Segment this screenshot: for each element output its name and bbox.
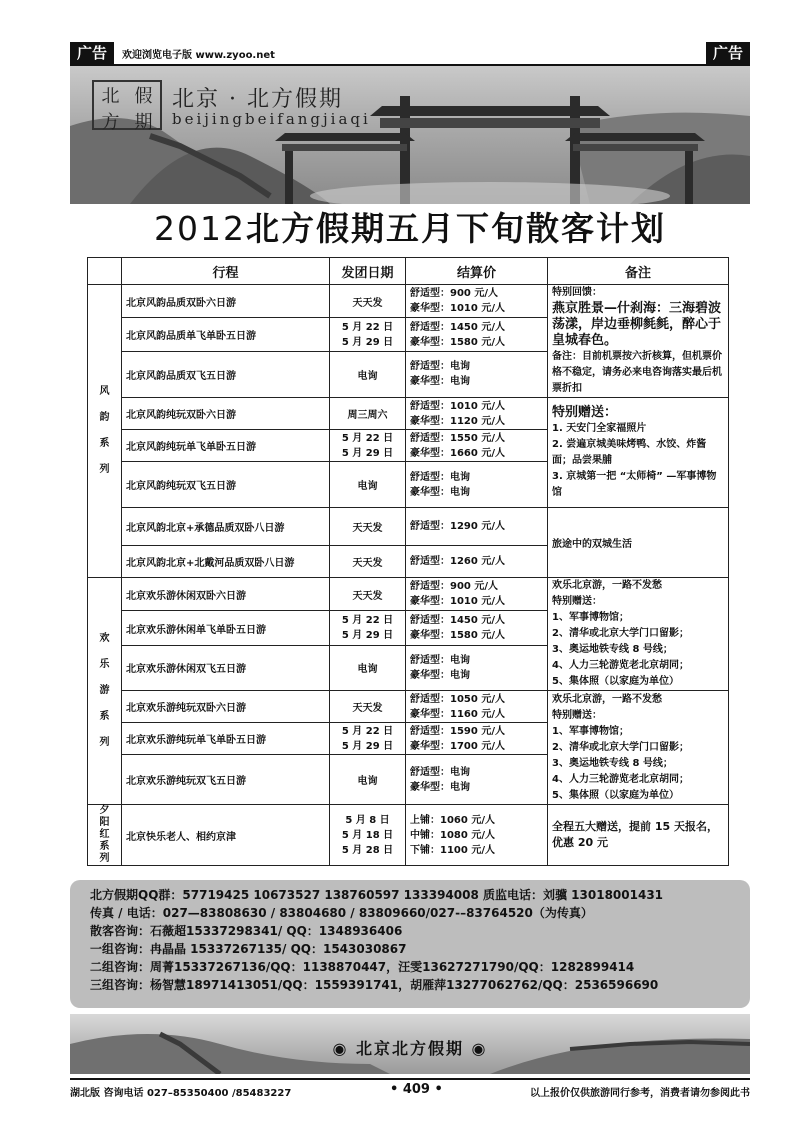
price-line: 舒适型：电询 [410,471,470,483]
contact-line: 一组咨询：冉晶晶 15337267135/ QQ：1543030867 [90,942,407,956]
notes-cell [548,691,729,805]
price-cell [406,351,548,397]
date-line: 5 月 22 日 [341,725,394,737]
note-line: 3、奥运地铁专线 8 号线； [552,644,673,655]
series-name: 夕阳红系列 [99,805,110,864]
table-header: 行程 [122,258,330,285]
price-cell [406,611,548,645]
table-header: 备注 [548,258,729,285]
note-line: 特别赠送： [552,596,602,607]
depart-date: 天天发 [330,578,406,611]
price-line: 豪华型：电询 [410,376,470,388]
note-line: 1、军事博物馆； [552,725,629,737]
table-row [88,398,729,430]
contact-line: 北方假期QQ群：57719425 10673527 138760597 133394008 质监电话：刘骥 13018001431 [90,888,664,902]
route-name: 北京欢乐游纯玩双卧六日游 [122,691,330,723]
table-header-series [88,258,122,285]
note-line: 4、人力三轮游览老北京胡同； [552,773,689,785]
price-line: 舒适型：电询 [410,654,470,666]
top-bar [70,42,750,64]
note-line: 5、集体照（以家庭为单位） [552,676,679,687]
logo-char: 假 [134,86,153,107]
gift-item: 1. 天安门全家福照片 [552,422,647,434]
table-row [88,285,729,318]
page-title [70,206,750,252]
route-name: 北京快乐老人、相约京津 [122,805,330,866]
logo-char: 北 [101,86,120,107]
logo-char: 方 [101,112,120,133]
notes-cell: 旅途中的双城生活 [548,508,729,578]
depart-date [330,805,406,866]
price-cell [406,430,548,462]
gift-title: 特别赠送： [552,404,618,420]
contact-line: 三组咨询：杨智慧18971413051/QQ：1559391741，胡雁萍13277062762/QQ：2536596690 [90,978,659,992]
price-line: 豪华型：1010 元/人 [410,596,505,608]
title-year: 2012 [154,209,246,248]
price-cell [406,645,548,690]
note-line: 欢乐北京游，一路不发愁 [552,693,662,705]
table-row [88,578,729,611]
date-line: 5 月 28 日 [341,844,394,856]
price-cell [406,578,548,611]
depart-date: 天天发 [330,691,406,723]
series-name: 欢乐游系列 [99,633,110,748]
series-label [88,578,122,805]
date-line: 5 月 22 日 [341,615,394,627]
notes-cell: 全程五大赠送，提前 15 天报名，优惠 20 元 [548,805,729,866]
price-cell: 舒适型：1290 元/人 [406,508,548,546]
footer-banner [70,1014,750,1074]
contact-box [70,880,750,1008]
price-line: 豪华型：电询 [410,669,470,681]
table-header: 发团日期 [330,258,406,285]
note-line: 3、奥运地铁专线 8 号线； [552,757,673,769]
depart-date: 天天发 [330,546,406,578]
brand-logo [92,80,162,133]
bottom-divider [70,1078,750,1080]
depart-date: 电询 [330,645,406,690]
note-line: 燕京胜景—什刹海：三海碧波荡漾，岸边垂柳毵毵，醉心于皇城春色。 [552,301,722,348]
route-name: 北京风韵品质单飞单卧五日游 [122,318,330,351]
notes-cell [548,398,729,508]
date-line: 5 月 18 日 [341,829,394,841]
notes-cell [548,285,729,398]
series-label [88,285,122,578]
depart-date: 电询 [330,462,406,508]
route-name: 北京欢乐游纯玩双飞五日游 [122,755,330,805]
depart-date [330,430,406,462]
table-header-row [88,258,729,285]
date-line: 5 月 29 日 [341,630,394,642]
route-name: 北京欢乐游休闲双卧六日游 [122,578,330,611]
note-line: 5、集体照（以家庭为单位） [552,789,679,801]
route-name: 北京欢乐游纯玩单飞单卧五日游 [122,723,330,755]
price-line: 舒适型：900 元/人 [410,581,499,593]
price-line: 豪华型：1700 元/人 [410,740,505,752]
tour-table [87,257,729,866]
contact-line: 二组咨询：周菁15337267136/QQ：1138870447，汪雯13627271790/QQ：1282899414 [90,960,635,974]
price-line: 豪华型：电询 [410,486,470,498]
route-name: 北京风韵纯玩单飞单卧五日游 [122,430,330,462]
price-line: 豪华型：1160 元/人 [410,708,505,720]
table-header: 结算价 [406,258,548,285]
price-line: 舒适型：电询 [410,766,470,778]
price-line: 舒适型：1450 元/人 [410,321,505,333]
depart-date: 周三周六 [330,398,406,430]
price-line: 豪华型：1120 元/人 [410,415,505,427]
price-cell: 舒适型：1260 元/人 [406,546,548,578]
price-line: 舒适型：1050 元/人 [410,693,505,705]
contact-line: 传真 / 电话：027—83808630 / 83804680 / 83809660/027-–83764520（为传真） [90,906,593,920]
depart-date: 天天发 [330,285,406,318]
gift-item: 2. 尝遍京城美味烤鸭、水饺、炸酱面；品尝果脯 [552,438,707,466]
route-name: 北京风韵北京+北戴河品质双卧八日游 [122,546,330,578]
route-name: 北京风韵纯玩双卧六日游 [122,398,330,430]
price-line: 豪华型：1660 元/人 [410,447,505,459]
date-line: 5 月 29 日 [341,447,394,459]
route-name: 北京欢乐游休闲双飞五日游 [122,645,330,690]
price-line: 舒适型：1550 元/人 [410,432,505,444]
price-cell [406,691,548,723]
price-line: 中铺：1080 元/人 [410,829,495,841]
title-text: 北方假期五月下旬散客计划 [245,209,666,248]
ad-tag-right: 广告 [706,42,750,64]
date-line: 5 月 29 日 [341,740,394,752]
price-line: 舒适型：1450 元/人 [410,615,505,627]
price-line: 上铺：1060 元/人 [410,814,495,826]
table-row [88,805,729,866]
route-name: 北京风韵品质双飞五日游 [122,351,330,397]
ad-tag-left: 广告 [70,42,114,64]
date-line: 5 月 22 日 [341,321,394,333]
note-line: 1、军事博物馆； [552,612,629,623]
price-cell [406,755,548,805]
note-line: 欢乐北京游，一路不发愁 [552,580,662,591]
date-line: 5 月 29 日 [341,336,394,348]
series-name: 风韵系列 [99,386,110,475]
price-cell [406,318,548,351]
contact-line: 散客咨询：石薇超15337298341/ QQ：1348936406 [90,924,403,938]
disclaimer: 以上报价仅供旅游同行参考，消费者请勿参阅此书 [530,1088,750,1099]
route-name: 北京风韵纯玩双飞五日游 [122,462,330,508]
price-line: 下铺：1100 元/人 [410,844,495,856]
header-banner [70,66,750,204]
route-name: 北京风韵品质双卧六日游 [122,285,330,318]
note-line: 4、人力三轮游览老北京胡同； [552,660,689,671]
logo-char: 期 [134,112,153,133]
depart-date [330,723,406,755]
note-line: 2、清华或北京大学门口留影； [552,741,689,753]
note-line: 特别赠送： [552,709,602,721]
table-row [88,508,729,546]
edition-info: 湖北版 咨询电话 027–85350400 /85483227 [70,1088,292,1099]
price-cell [406,462,548,508]
route-name: 北京风韵北京+承德品质双卧八日游 [122,508,330,546]
depart-date: 天天发 [330,508,406,546]
series-label [88,805,122,866]
price-cell [406,398,548,430]
depart-date: 电询 [330,351,406,397]
table-row [88,691,729,723]
price-line: 舒适型：900 元/人 [410,288,499,300]
note-line: 备注：目前机票按六折核算，但机票价格不稳定，请务必来电咨询落实最后机票折扣 [552,351,722,394]
price-line: 舒适型：1590 元/人 [410,725,505,737]
gift-item: 3. 京城第一把 “太师椅” —军事博物馆 [552,470,717,498]
price-cell [406,285,548,318]
page-number: • 409 • [390,1082,443,1097]
route-name: 北京欢乐游休闲单飞单卧五日游 [122,611,330,645]
price-cell [406,723,548,755]
price-line: 豪华型：1580 元/人 [410,630,505,642]
price-line: 舒适型：1010 元/人 [410,400,505,412]
price-line: 豪华型：电询 [410,781,470,793]
notes-cell [548,578,729,691]
welcome-text: 欢迎浏览电子版 www.zyoo.net [122,50,275,61]
note-line: 特别回馈： [552,287,602,298]
date-line: 5 月 22 日 [341,432,394,444]
footer-brand: ◉ 北京北方假期 ◉ [332,1039,488,1058]
depart-date [330,611,406,645]
note-line: 2、清华或北京大学门口留影； [552,628,689,639]
price-line: 舒适型：电询 [410,361,470,373]
date-line: 5 月 8 日 [345,814,390,826]
depart-date: 电询 [330,755,406,805]
price-cell [406,805,548,866]
brand-name-cn: 北京 · 北方假期 [172,87,343,112]
depart-date [330,318,406,351]
brand-name-en: beijingbeifangjiaqi [172,110,371,128]
price-line: 豪华型：1580 元/人 [410,336,505,348]
price-line: 豪华型：1010 元/人 [410,303,505,315]
